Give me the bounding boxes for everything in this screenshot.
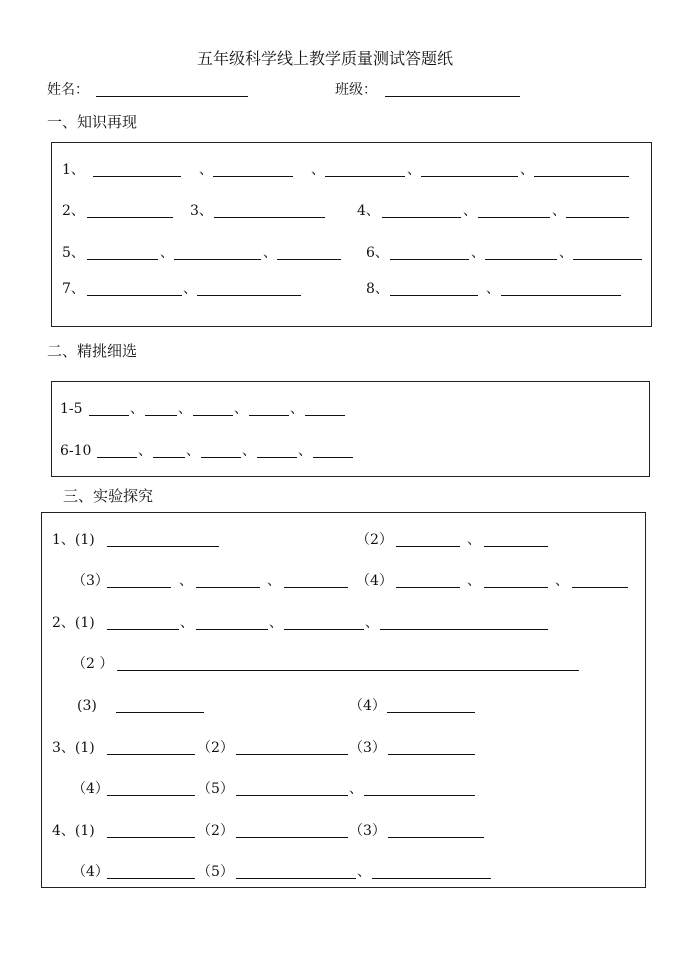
answer-blank[interactable]	[153, 457, 185, 458]
separator: 、	[199, 162, 213, 178]
answer-blank[interactable]	[284, 629, 364, 630]
answer-blank[interactable]	[484, 587, 548, 588]
answer-blank[interactable]	[390, 259, 469, 260]
answer-blank[interactable]	[364, 795, 475, 796]
answer-blank[interactable]	[87, 217, 173, 218]
q1-5-label: 1-5	[60, 401, 83, 417]
answer-blank[interactable]	[421, 176, 518, 177]
answer-blank[interactable]	[196, 587, 260, 588]
s3-q1-p3-label: （3）	[72, 573, 109, 589]
answer-blank[interactable]	[236, 754, 348, 755]
name-label: 姓名：	[47, 82, 89, 98]
answer-blank[interactable]	[107, 837, 195, 838]
separator: 、	[467, 573, 481, 589]
answer-blank[interactable]	[174, 259, 261, 260]
answer-blank[interactable]	[257, 457, 297, 458]
s3-q1-p2-label: （2）	[356, 532, 393, 548]
answer-blank[interactable]	[388, 837, 484, 838]
q2-label: 2、	[62, 203, 85, 219]
separator: 、	[349, 781, 363, 797]
s3-q4-p3-label: （3）	[349, 823, 386, 839]
answer-blank[interactable]	[390, 295, 478, 296]
answer-blank[interactable]	[107, 546, 219, 547]
s3-q2-p4-label: （4）	[349, 698, 386, 714]
s3-q3-p2-label: （2）	[197, 740, 234, 756]
q6-label: 6、	[366, 245, 389, 261]
answer-blank[interactable]	[107, 754, 195, 755]
answer-blank[interactable]	[236, 878, 356, 879]
separator: 、	[486, 281, 500, 297]
answer-blank[interactable]	[87, 295, 182, 296]
answer-blank[interactable]	[396, 587, 460, 588]
separator: 、	[130, 401, 144, 417]
page-title: 五年级科学线上教学质量测试答题纸	[197, 49, 454, 68]
separator: 、	[311, 162, 325, 178]
answer-blank[interactable]	[388, 754, 475, 755]
answer-blank[interactable]	[87, 259, 158, 260]
section-1-heading: 一、知识再现	[47, 113, 138, 131]
separator: 、	[138, 443, 152, 459]
name-field[interactable]	[96, 96, 248, 97]
separator: 、	[463, 203, 477, 219]
section-2-box	[51, 381, 650, 477]
separator: 、	[467, 532, 481, 548]
q8-label: 8、	[366, 281, 389, 297]
answer-blank[interactable]	[236, 795, 348, 796]
answer-blank[interactable]	[277, 259, 341, 260]
s3-q3-p3-label: （3）	[349, 740, 386, 756]
answer-blank[interactable]	[484, 546, 548, 547]
separator: 、	[242, 443, 256, 459]
s3-q3-p4-label: （4）	[72, 781, 109, 797]
answer-blank[interactable]	[313, 457, 353, 458]
separator: 、	[263, 245, 277, 261]
separator: 、	[186, 443, 200, 459]
answer-blank[interactable]	[197, 295, 301, 296]
answer-blank[interactable]	[93, 176, 181, 177]
section-2-heading: 二、精挑细选	[47, 342, 138, 360]
answer-blank[interactable]	[284, 587, 348, 588]
answer-blank[interactable]	[145, 415, 177, 416]
section-1-box	[51, 142, 652, 327]
answer-blank[interactable]	[534, 176, 629, 177]
s3-q3-p5-label: （5）	[197, 781, 234, 797]
q3-label: 3、	[190, 203, 213, 219]
answer-blank[interactable]	[573, 259, 642, 260]
answer-blank[interactable]	[107, 878, 195, 879]
separator: 、	[357, 864, 371, 880]
class-label: 班级：	[335, 82, 377, 98]
answer-blank[interactable]	[107, 629, 179, 630]
answer-blank[interactable]	[201, 457, 241, 458]
separator: 、	[234, 401, 248, 417]
answer-blank[interactable]	[193, 415, 233, 416]
answer-blank[interactable]	[305, 415, 345, 416]
answer-blank[interactable]	[117, 670, 579, 671]
s3-q4-p5-label: （5）	[197, 864, 234, 880]
answer-blank[interactable]	[107, 795, 195, 796]
separator: 、	[179, 573, 193, 589]
answer-blank[interactable]	[97, 457, 137, 458]
s3-q4-p1-label: 4、(1)	[52, 823, 95, 839]
separator: 、	[407, 162, 421, 178]
s3-q2-p2-label: （2 ）	[72, 656, 114, 672]
answer-blank[interactable]	[89, 415, 129, 416]
answer-blank[interactable]	[236, 837, 348, 838]
s3-q1-p4-label: （4）	[356, 573, 393, 589]
answer-blank[interactable]	[566, 217, 629, 218]
separator: 、	[183, 281, 197, 297]
separator: 、	[267, 573, 281, 589]
separator: 、	[471, 245, 485, 261]
q4-label: 4、	[357, 203, 380, 219]
answer-blank[interactable]	[107, 587, 171, 588]
q7-label: 7、	[62, 281, 85, 297]
separator: 、	[180, 615, 194, 631]
answer-blank[interactable]	[196, 629, 268, 630]
section-3-box	[41, 512, 646, 888]
separator: 、	[160, 245, 174, 261]
s3-q1-p1-label: 1、(1)	[52, 532, 95, 548]
separator: 、	[552, 203, 566, 219]
separator: 、	[555, 573, 569, 589]
answer-blank[interactable]	[214, 217, 325, 218]
separator: 、	[269, 615, 283, 631]
answer-blank[interactable]	[396, 546, 460, 547]
answer-blank[interactable]	[249, 415, 289, 416]
s3-q3-p1-label: 3、(1)	[52, 740, 95, 756]
answer-blank[interactable]	[380, 629, 548, 630]
answer-blank[interactable]	[213, 176, 293, 177]
answer-blank[interactable]	[325, 176, 405, 177]
answer-blank[interactable]	[116, 712, 204, 713]
answer-blank[interactable]	[382, 217, 461, 218]
s3-q4-p4-label: （4）	[72, 864, 109, 880]
separator: 、	[520, 162, 534, 178]
s3-q2-p3-label: (3)	[77, 698, 97, 714]
class-field[interactable]	[385, 96, 520, 97]
answer-blank[interactable]	[501, 295, 621, 296]
section-3-heading: 三、实验探究	[63, 487, 154, 505]
separator: 、	[298, 443, 312, 459]
s3-q4-p2-label: （2）	[197, 823, 234, 839]
answer-blank[interactable]	[387, 712, 475, 713]
answer-blank[interactable]	[478, 217, 550, 218]
q1-label: 1、	[62, 162, 85, 178]
q6-10-label: 6-10	[60, 443, 92, 459]
answer-blank[interactable]	[485, 259, 557, 260]
answer-blank[interactable]	[372, 878, 491, 879]
answer-blank[interactable]	[572, 587, 628, 588]
separator: 、	[290, 401, 304, 417]
q5-label: 5、	[62, 245, 85, 261]
separator: 、	[365, 615, 379, 631]
separator: 、	[559, 245, 573, 261]
separator: 、	[178, 401, 192, 417]
s3-q2-p1-label: 2、(1)	[52, 615, 95, 631]
